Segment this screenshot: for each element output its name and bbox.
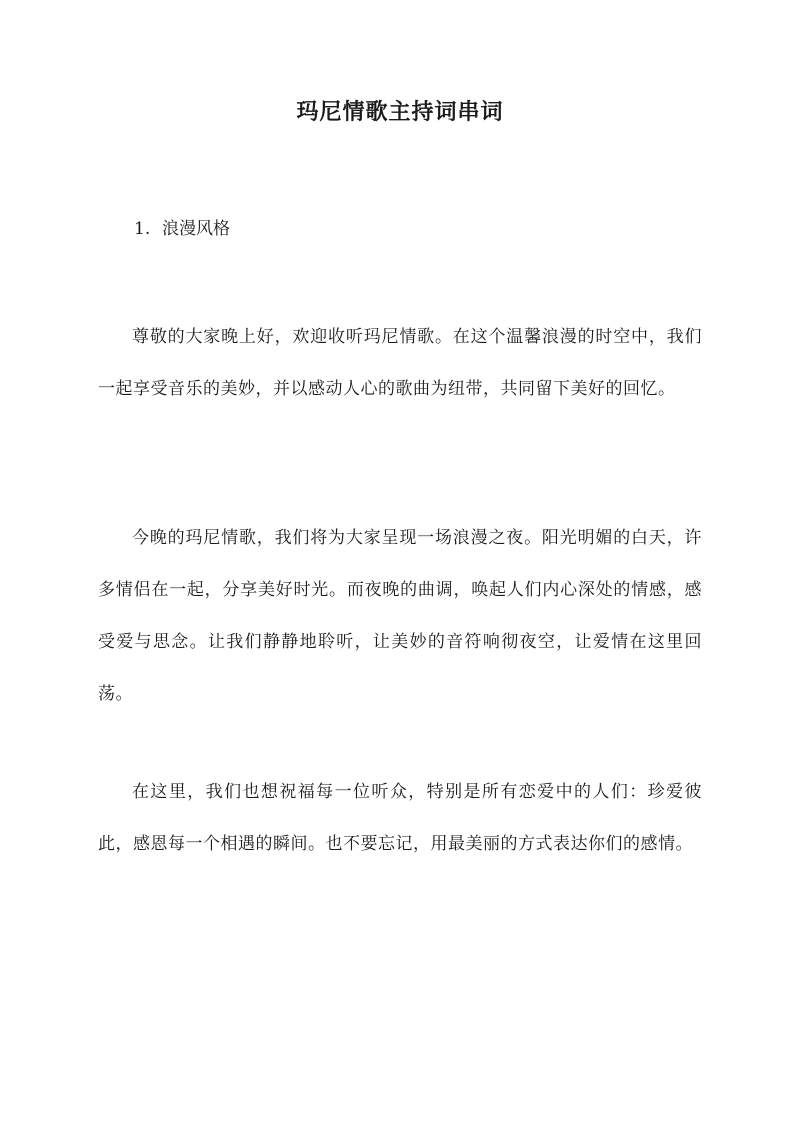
document-title: 玛尼情歌主持词串词 <box>296 99 504 125</box>
section-number: 1. <box>134 219 151 239</box>
paragraph-2: 今晚的玛尼情歌，我们将为大家呈现一场浪漫之夜。阳光明媚的白天，许多情侣在一起，分享美好时光。而夜晚的曲调，唤起人们内心深处的情感，感受爱与思念。让我们静静地聆听，让美妙的音符响彻夜空，让爱情在这里回荡。 <box>98 528 702 704</box>
paragraph-3: 在这里，我们也想祝福每一位听众，特别是所有恋爱中的人们：珍爱彼此，感恩每一个相遇的瞬间。也不要忘记，用最美丽的方式表达你们的感情。 <box>98 782 702 854</box>
section-heading-text: 浪漫风格 <box>162 219 230 239</box>
section-heading <box>134 214 230 244</box>
paragraph-1: 尊敬的大家晚上好，欢迎收听玛尼情歌。在这个温馨浪漫的时空中，我们一起享受音乐的美妙，并以感动人心的歌曲为纽带，共同留下美好的回忆。 <box>98 327 702 399</box>
